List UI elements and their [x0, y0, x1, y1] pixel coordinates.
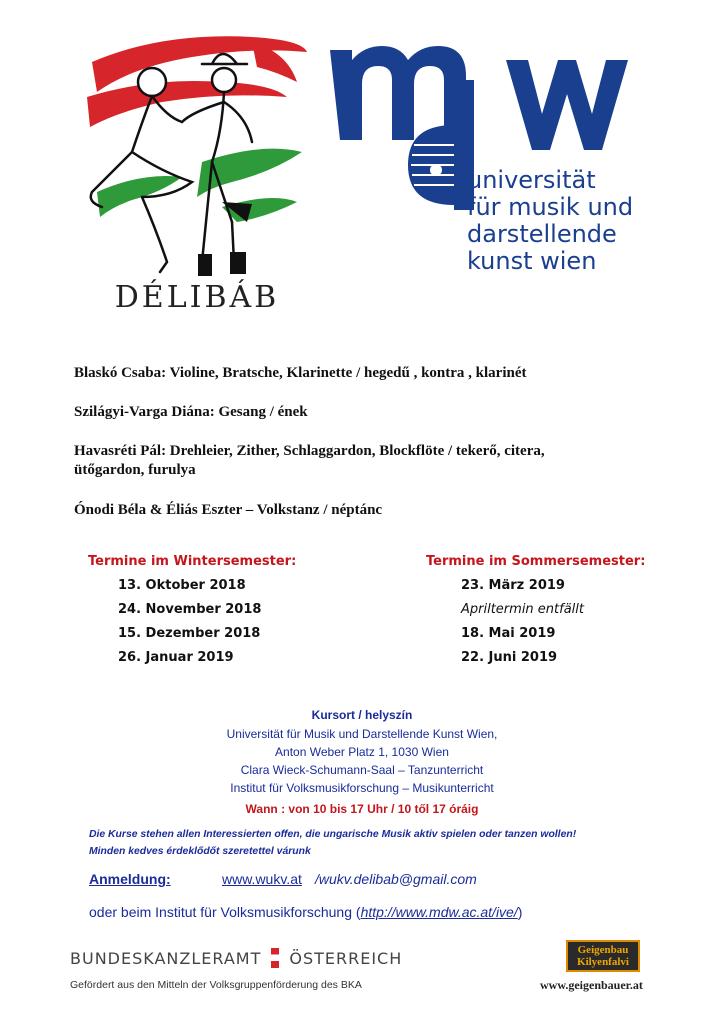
mdw-logo	[330, 30, 660, 280]
mdw-text-line-4: kunst wien	[467, 247, 597, 275]
delibab-wordmark: DÉLIBÁB	[114, 280, 280, 315]
sponsor-url[interactable]: www.geigenbauer.at	[540, 978, 643, 992]
institute-link[interactable]: http://www.mdw.ac.at/ive/	[360, 904, 518, 920]
summer-heading: Termine im Sommersemester:	[426, 554, 646, 569]
registration-website-link[interactable]: www.wukv.at	[222, 871, 302, 887]
winter-date-4: 26. Januar 2019	[118, 650, 234, 665]
performer-4: Ónodi Béla & Éliás Eszter – Volkstanz / néptánc	[74, 502, 383, 518]
winter-date-1: 13. Oktober 2018	[118, 578, 246, 593]
summer-date-3: 18. Mai 2019	[461, 626, 556, 641]
mdw-text-line-2: für musik und	[467, 193, 634, 221]
course-time: Wann : von 10 bis 17 Uhr / 10 től 17 óráig	[245, 802, 479, 816]
venue-line-4: Institut für Volksmusikforschung – Musikunterricht	[230, 781, 494, 795]
winter-heading: Termine im Wintersemester:	[88, 554, 297, 569]
winter-date-3: 15. Dezember 2018	[118, 626, 261, 641]
summer-date-1: 23. März 2019	[461, 578, 565, 593]
winter-date-2: 24. November 2018	[118, 602, 262, 617]
performer-3: Havasréti Pál: Drehleier, Zither, Schlaggardon, Blockflöte / tekerő, citera,	[74, 443, 545, 459]
mdw-text-line-1: universität	[467, 166, 596, 194]
venue-heading: Kursort / helyszín	[311, 708, 413, 722]
registration-label: Anmeldung:	[89, 871, 171, 887]
bka-left: BUNDESKANZLERAMT	[70, 949, 262, 968]
delibab-dancers-illustration	[72, 22, 322, 322]
alt-prefix: oder beim Institut für Volksmusikforschung (	[89, 904, 361, 920]
mdw-text-line-3: darstellende	[467, 220, 617, 248]
venue-line-1: Universität für Musik und Darstellende Kunst Wien,	[226, 727, 498, 741]
bka-flag	[271, 948, 279, 968]
bka-logo	[70, 948, 402, 970]
registration-email[interactable]: /wukv.delibab@gmail.com	[315, 871, 477, 887]
sponsor-logo: Geigenbau Kilyenfalvi	[566, 940, 640, 972]
summer-date-2: Apriltermin entfällt	[461, 602, 584, 617]
summer-date-4: 22. Juni 2019	[461, 650, 558, 665]
open-invitation: Die Kurse stehen allen Interessierten offen, die ungarische Musik aktiv spielen oder tanzen wollen!	[89, 829, 577, 840]
venue-line-2: Anton Weber Platz 1, 1030 Wien	[275, 745, 449, 759]
bka-right: ÖSTERREICH	[289, 949, 403, 968]
performer-1: Blaskó Csaba: Violine, Bratsche, Klarinette / hegedű , kontra , klarinét	[74, 365, 527, 381]
registration-alternative	[89, 904, 522, 920]
hungarian-welcome: Minden kedves érdeklődőt szeretettel várunk	[89, 846, 311, 857]
alt-suffix: )	[517, 904, 523, 920]
venue-line-3: Clara Wieck-Schumann-Saal – Tanzunterricht	[240, 763, 484, 777]
delibab-logo	[72, 22, 322, 322]
performer-2: Szilágyi-Varga Diána: Gesang / ének	[74, 404, 308, 420]
performer-3-cont: ütőgardon, furulya	[74, 462, 196, 478]
funding-notice: Gefördert aus den Mitteln der Volksgruppenförderung des BKA	[70, 979, 362, 991]
